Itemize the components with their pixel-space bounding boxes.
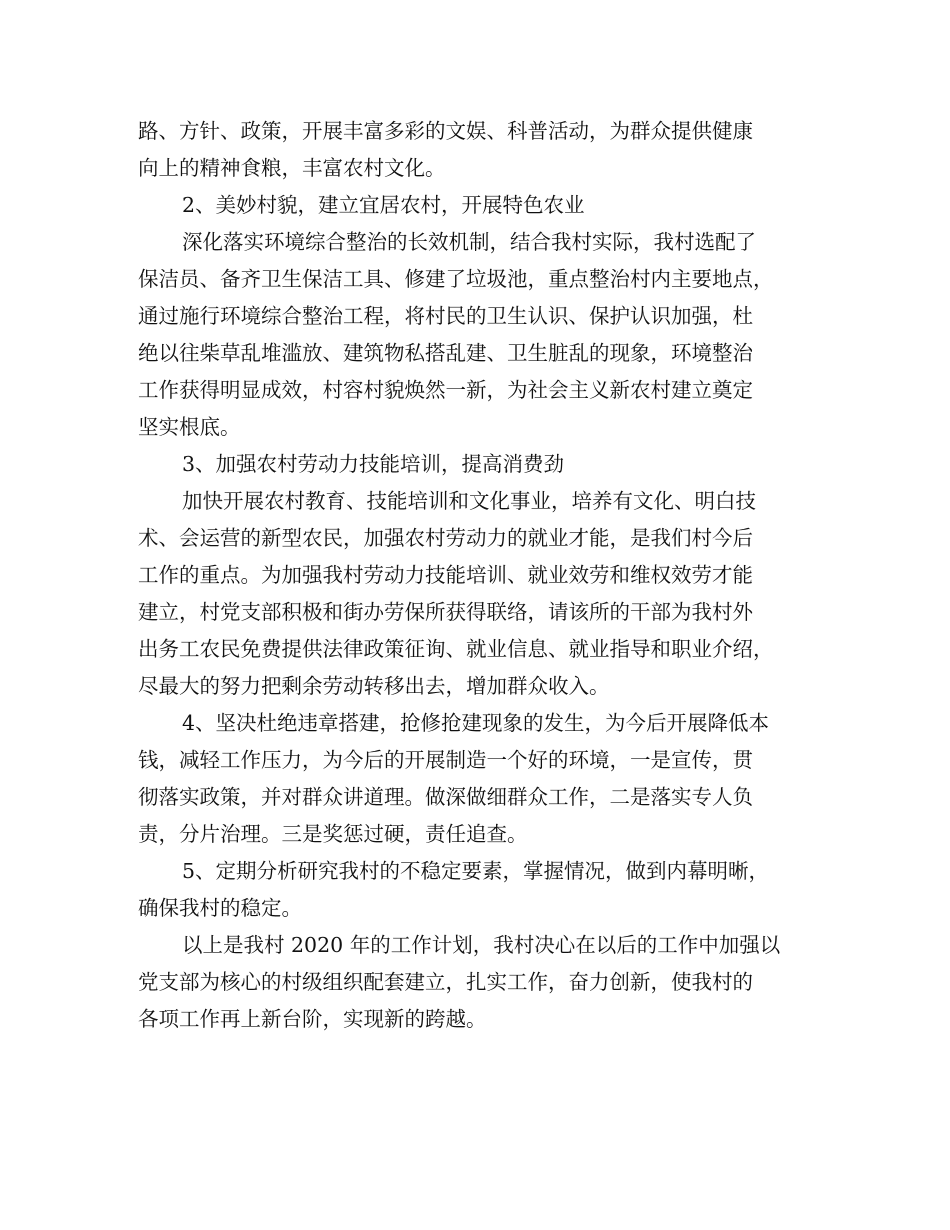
text-line: 钱，减轻工作压力，为今后的开展制造一个好的环境，一是宣传，贯 [138,748,753,772]
text-line: 以上是我村 2020 年的工作计划，我村决心在以后的工作中加强以 [182,933,781,957]
text-line: 党支部为核心的村级组织配套建立，扎实工作，奋力创新，使我村的 [138,970,753,994]
text-line: 路、方针、政策，开展丰富多彩的文娱、科普活动，为群众提供健康 [138,119,753,143]
text-line: 术、会运营的新型农民，加强农村劳动力的就业才能，是我们村今后 [138,526,753,550]
text-line: 坚实根底。 [138,415,241,439]
text-line: 确保我村的稳定。 [138,896,302,920]
text-line: 保洁员、备齐卫生保洁工具、修建了垃圾池，重点整治村内主要地点， [138,267,774,291]
text-line: 各项工作再上新台阶，实现新的跨越。 [138,1007,487,1031]
text-line: 2、美妙村貌，建立宜居农村，开展特色农业 [182,193,585,217]
text-line: 加快开展农村教育、技能培训和文化事业，培养有文化、明白技 [182,489,756,513]
text-line: 通过施行环境综合整治工程，将村民的卫生认识、保护认识加强，杜 [138,304,753,328]
text-line: 尽最大的努力把剩余劳动转移出去，增加群众收入。 [138,674,610,698]
text-line: 5、定期分析研究我村的不稳定要素，掌握情况，做到内幕明晰， [182,859,770,883]
text-line: 出务工农民免费提供法律政策征询、就业信息、就业指导和职业介绍， [138,637,774,661]
text-line: 4、坚决杜绝违章搭建，抢修抢建现象的发生，为今后开展降低本 [182,711,770,735]
text-line: 工作的重点。为加强我村劳动力技能培训、就业效劳和维权效劳才能 [138,563,753,587]
text-line: 责，分片治理。三是奖惩过硬，责任追查。 [138,822,528,846]
text-line: 3、加强农村劳动力技能培训，提高消费劲 [182,452,565,476]
document-body-text [138,113,818,1038]
text-line: 彻落实政策，并对群众讲道理。做深做细群众工作，二是落实专人负 [138,785,753,809]
text-line: 向上的精神食粮，丰富农村文化。 [138,156,446,180]
text-line: 深化落实环境综合整治的长效机制，结合我村实际，我村选配了 [182,230,756,254]
text-line: 建立，村党支部积极和街办劳保所获得联络，请该所的干部为我村外 [138,600,753,624]
text-line: 工作获得明显成效，村容村貌焕然一新，为社会主义新农村建立奠定 [138,378,753,402]
text-line: 绝以往柴草乱堆滥放、建筑物私搭乱建、卫生脏乱的现象，环境整治 [138,341,753,365]
